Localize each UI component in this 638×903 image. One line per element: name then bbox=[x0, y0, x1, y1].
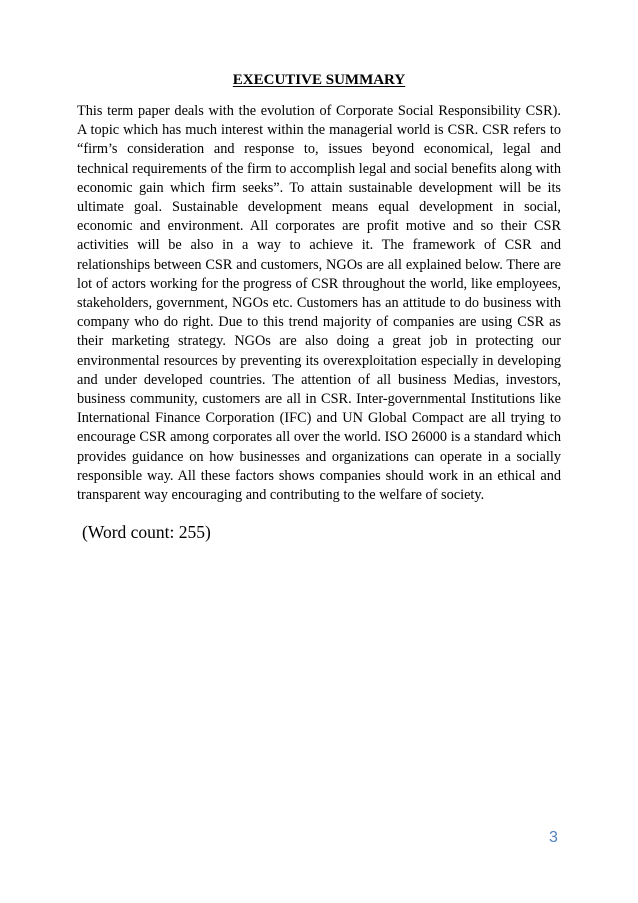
summary-paragraph: This term paper deals with the evolution of Corporate Social Responsibility CSR). A topic which has much interest within the managerial world is CSR. CSR refers to “firm’s consideration and response to, issues beyond economical, legal and technical requirements of the firm to accomplish legal and social benefits along with economic gain which firm seeks”. To attain sustainable development will be its ultimate goal. Sustainable development means equal development in social, economic and environment. All corporates are profit motive and so their CSR activities will be also in a way to achieve it. The framework of CSR and relationships between CSR and customers, NGOs are all explained below. There are lot of actors working for the progress of CSR throughout the world, like employees, stakeholders, government, NGOs etc. Customers has an attitude to do business with company who do right. Due to this trend majority of companies are using CSR as their marketing strategy. NGOs are also doing a great job in protecting our environmental resources by preventing its overexploitation especially in developing and under developed countries. The attention of all business Medias, investors, business community, customers are all in CSR. Inter-governmental Institutions like International Finance Corporation (IFC) and UN Global Compact are all trying to encourage CSR among corporates all over the world. ISO 26000 is a standard which provides guidance on how businesses and organizations can operate in a socially responsible way. All these factors shows companies should work in an ethical and transparent way encouraging and contributing to the welfare of society. bbox=[77, 103, 561, 504]
page-title bbox=[0, 72, 638, 89]
page-number: 3 bbox=[549, 829, 558, 846]
word-count: (Word count: 255) bbox=[82, 522, 211, 542]
executive-summary-heading: EXECUTIVE SUMMARY bbox=[232, 72, 406, 88]
